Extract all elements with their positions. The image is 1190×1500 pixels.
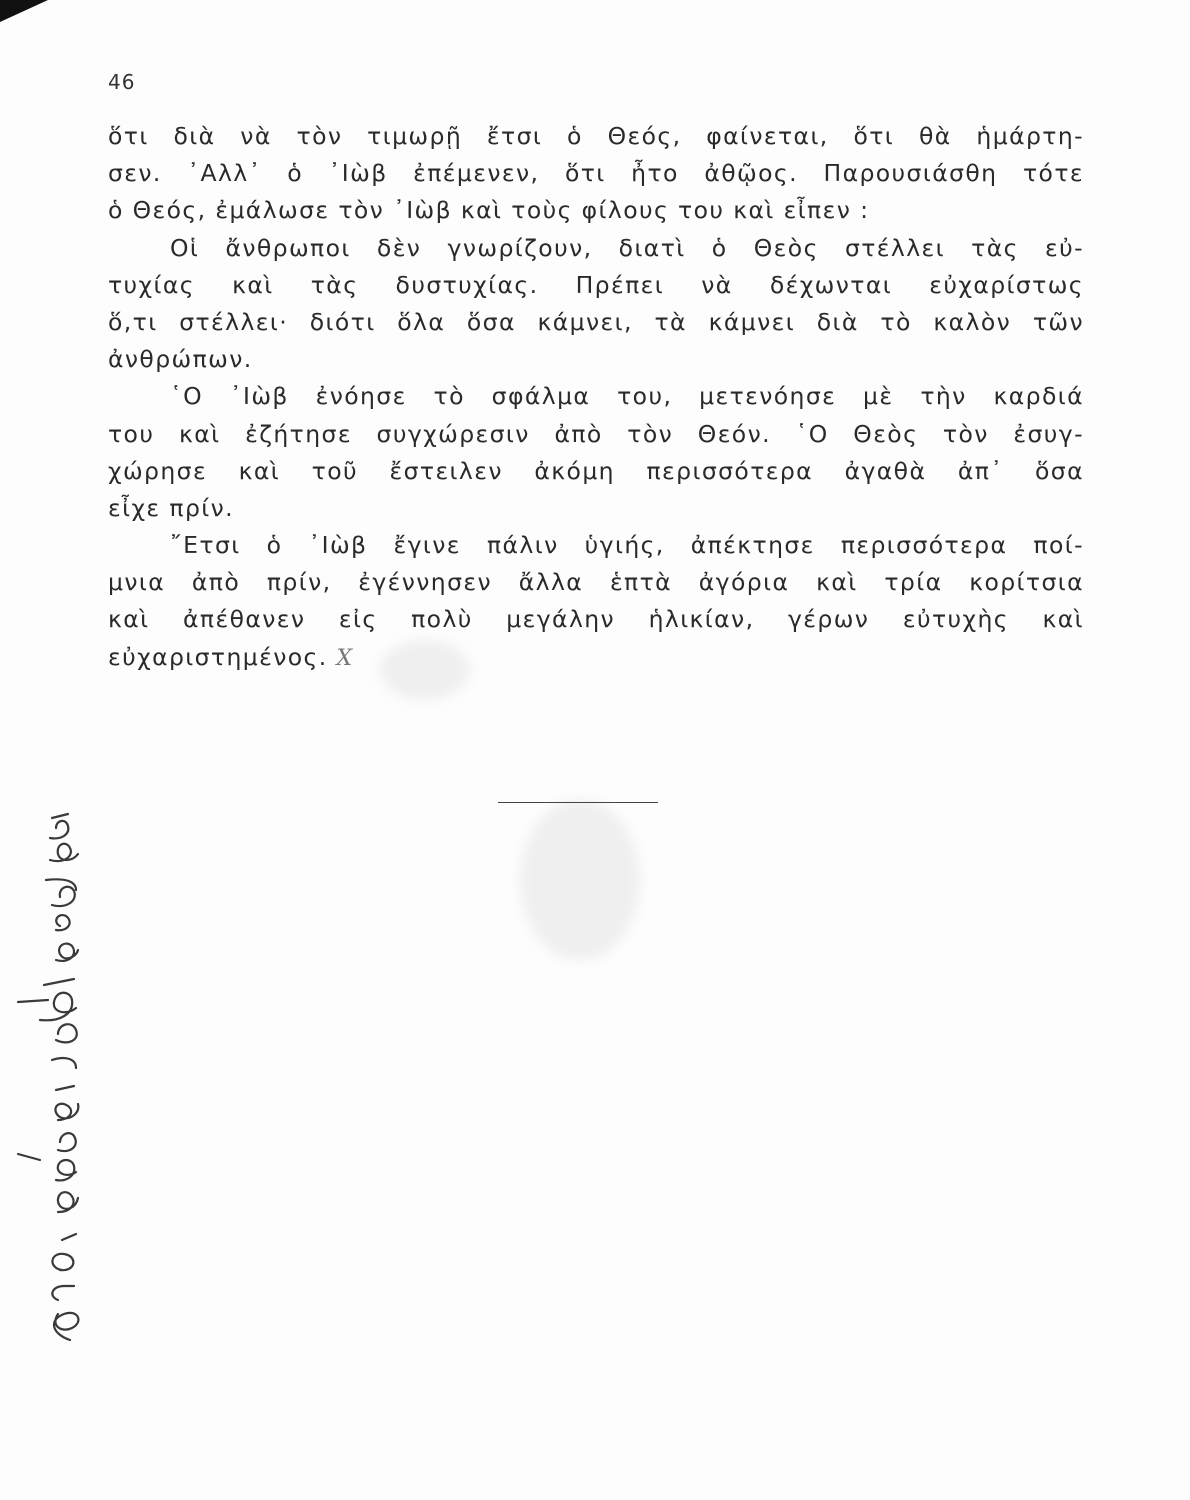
text-line: εἶχε πρίν. [108, 493, 235, 522]
text-line: ὅτι διὰ νὰ τὸν τιμωρῇ ἔτσι ὁ Θεός, φαίνεται, ὅτι θὰ ἡμάρτη- [108, 122, 1084, 150]
text-line: σεν. ᾿Αλλ᾿ ὁ ᾿Ιὼβ ἐπέμενεν, ὅτι ἦτο ἀθῷος. Παρουσιάσθη τότε [108, 159, 1084, 188]
text-line: τυχίας καὶ τὰς δυστυχίας. Πρέπει νὰ δέχωνται εὐχαρίστως [108, 270, 1084, 299]
text-line: του καὶ ἐζήτησε συγχώρεσιν ἀπὸ τὸν Θεόν. ῾Ο Θεὸς τὸν ἐσυγ- [108, 419, 1084, 448]
text-line: ὅ,τι στέλλει· διότι ὅλα ὅσα κάμνει, τὰ κάμνει διὰ τὸ καλὸν τῶν [108, 307, 1084, 336]
text-line: ὁ Θεός, ἐμάλωσε τὸν ᾿Ιὼβ καὶ τοὺς φίλους του καὶ εἶπεν : [108, 196, 870, 225]
text-line: μνια ἀπὸ πρίν, ἐγέννησεν ἄλλα ἑπτὰ ἀγόρια καὶ τρία κορίτσια [108, 568, 1084, 597]
page-number: 46 [108, 70, 136, 94]
last-line-text: εὐχαριστημένος. [108, 642, 328, 671]
text-line: ῾Ο ᾿Ιὼβ ἐνόησε τὸ σφάλμα του, μετενόησε μὲ τὴν καρδιά [170, 382, 1084, 411]
text-line: ἀνθρώπων. [108, 345, 253, 374]
text-line: καὶ ἀπέθανεν εἰς πολὺ μεγάλην ἡλικίαν, γέρων εὐτυχὴς καὶ [108, 605, 1084, 634]
text-line: χώρησε καὶ τοῦ ἔστειλεν ἀκόμη περισσότερα ἀγαθὰ ἀπ᾿ ὅσα [108, 456, 1084, 485]
end-mark: X [336, 645, 354, 671]
text-line: Οἱ ἄνθρωποι δὲν γνωρίζουν, διατὶ ὁ Θεὸς στέλλει τὰς εὐ- [170, 233, 1084, 262]
text-line: ῎Ετσι ὁ ᾿Ιὼβ ἔγινε πάλιν ὑγιής, ἀπέκτησε περισσότερα ποί- [170, 531, 1084, 560]
